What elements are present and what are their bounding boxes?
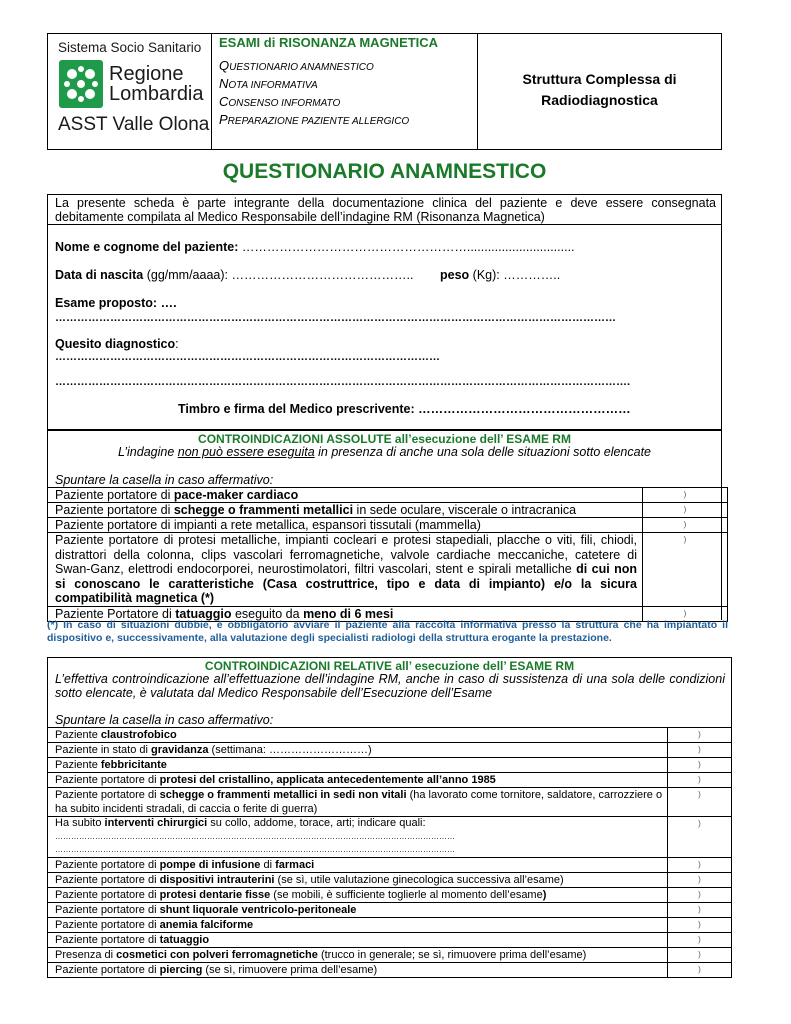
checkbox[interactable]: ): [643, 503, 728, 518]
logo-system-text: Sistema Socio Sanitario: [58, 40, 202, 55]
logo-region-text: Regione Lombardia: [109, 63, 204, 105]
patient-form-box: [47, 194, 722, 430]
table-row: [48, 963, 732, 978]
relative-section: [47, 657, 732, 728]
relative-subtitle: L’effettiva controindicazione all’effettuazione dell’indagine RM, anche in caso di sussistenza di una sola delle condizioni sotto elencate, è valutata dal Medico Responsabile dell’Esecuzione dell’Esame: [55, 672, 725, 700]
row-text: Paziente portatore di protesi metalliche, impianti cocleari e protesi stapediali, placche o viti, fili, chiodi, distrattori della colonna, clips vascolari ferromagnetiche, valvole cardiache meccaniche, catetere di Swan-Ganz, elettrodi endocorporei, neurostimolatori, filtri vascolari, stent e spirali metalliche di cui non si conoscano le caratteristiche (Casa costruttrice, tipo e data di impianto) e/o la sicura compatibilità magnetica (*): [48, 533, 643, 607]
checkbox[interactable]: ): [643, 606, 728, 621]
row-text: Paziente portatore di impianti a rete metallica, espansori tissutali (mammella): [48, 518, 643, 533]
checkbox[interactable]: ): [668, 888, 732, 903]
absolute-heading: CONTROINDICAZIONI ASSOLUTE all’esecuzione dell’ ESAME RM: [198, 432, 571, 446]
relative-table: [47, 727, 732, 978]
table-row: [48, 858, 732, 873]
row-text: Paziente portatore di schegge o frammenti metallici in sedi non vitali (ha lavorato come tornitore, saldatore, carrozziere o ha subito incidenti stradali, di caccia o ferite di guerra): [48, 788, 668, 817]
checkbox[interactable]: ): [668, 758, 732, 773]
structure-cell: [478, 34, 721, 149]
absolute-subtitle: L’indagine non può essere eseguita in presenza di anche una sola delle situazioni sotto elencate: [117, 445, 652, 459]
table-row: [48, 518, 728, 533]
checkbox[interactable]: ): [643, 518, 728, 533]
diagnosis-line[interactable]: ……………………………………………………………………………………………: [55, 351, 440, 363]
checkbox[interactable]: ): [668, 817, 732, 858]
row-text: Paziente portatore di protesi del cristallino, applicata antecedentemente all’anno 1985: [48, 773, 668, 788]
prescriber-signature-field[interactable]: Timbro e firma del Medico prescrivente: ……………………………………………: [178, 402, 631, 416]
checkbox[interactable]: ): [668, 963, 732, 978]
checkbox[interactable]: ): [668, 788, 732, 817]
row-text: Paziente portatore di shunt liquorale ventricolo-peritoneale: [48, 903, 668, 918]
table-row: [48, 773, 732, 788]
row-text: Paziente portatore di protesi dentarie fisse (se mobili, è sufficiente toglierle al momento dell’esame): [48, 888, 668, 903]
checkbox[interactable]: ): [668, 743, 732, 758]
exam-title: ESAMI di RISONANZA MAGNETICA: [219, 35, 439, 50]
table-row: [48, 888, 732, 903]
checkbox[interactable]: ): [668, 918, 732, 933]
diagnosis-line[interactable]: ………………………………………………………………………………………………………………………………………….: [55, 376, 631, 388]
table-row: [48, 933, 732, 948]
exam-cell: [212, 34, 478, 149]
absolute-table: [47, 487, 728, 622]
row-text: Paziente febbricitante: [48, 758, 668, 773]
checkbox[interactable]: ): [668, 933, 732, 948]
checkbox[interactable]: ): [668, 728, 732, 743]
table-row: [48, 817, 732, 858]
exam-field[interactable]: Esame proposto: ….: [55, 296, 177, 310]
row-text: Paziente portatore di dispositivi intrauterini (se sì, utile valutazione ginecologica successiva all’esame): [48, 873, 668, 888]
table-row: [48, 533, 728, 607]
page-title: QUESTIONARIO ANAMNESTICO: [222, 160, 547, 183]
table-row: [48, 488, 728, 503]
row-text: Paziente in stato di gravidanza (settimana: ………………………): [48, 743, 668, 758]
doc-item: QUESTIONARIO ANAMNESTICO: [219, 58, 374, 73]
table-row: [48, 903, 732, 918]
checkbox[interactable]: ): [668, 858, 732, 873]
row-text: Ha subito interventi chirurgici su collo, addome, torace, arti; indicare quali: …………………………………………………………………………………………………………………………………… ……………………………………………………………………………………………………………………………………: [48, 817, 668, 858]
checkbox[interactable]: ): [643, 533, 728, 607]
table-row: [48, 728, 732, 743]
exam-field-line[interactable]: ………………………………………………………………………………………………………………………………………: [55, 312, 616, 324]
doc-list: [219, 58, 409, 130]
relative-heading: CONTROINDICAZIONI RELATIVE all’ esecuzione dell’ ESAME RM: [204, 659, 575, 673]
table-row: [48, 948, 732, 963]
doc-item: CONSENSO INFORMATO: [219, 94, 341, 109]
row-text: Paziente portatore di pompe di infusione di farmaci: [48, 858, 668, 873]
checkbox[interactable]: ): [668, 903, 732, 918]
row-text: Paziente claustrofobico: [48, 728, 668, 743]
structure-name: Struttura Complessa di Radiodiagnostica: [522, 71, 677, 108]
relative-check-hint: Spuntare la casella in caso affermativo:: [55, 713, 274, 727]
header-table: [47, 33, 722, 150]
row-text: Paziente portatore di anemia falciforme: [48, 918, 668, 933]
birthdate-field[interactable]: Data di nascita (gg/mm/aaaa): ……………………………………..: [55, 268, 414, 282]
name-field[interactable]: Nome e cognome del paziente: ………………………………………………...............................: [55, 240, 575, 254]
checkbox[interactable]: ): [643, 488, 728, 503]
weight-field[interactable]: peso (Kg): …………..: [440, 268, 561, 282]
table-row: [48, 503, 728, 518]
row-text: Paziente portatore di schegge o frammenti metallici in sede oculare, viscerale o intracranica: [48, 503, 643, 518]
checkbox[interactable]: ): [668, 773, 732, 788]
row-text: Presenza di cosmetici con polveri ferromagnetiche (trucco in generale; se sì, rimuovere prima dell’esame): [48, 948, 668, 963]
table-row: [48, 788, 732, 817]
table-row: [48, 758, 732, 773]
dubious-cases-note: (*) In caso di situazioni dubbie, è obbligatorio avviare il paziente alla raccolta informativa presso la struttura che ha impiantato il dispositivo e, successivamente, alla valutazione degli specialisti radiologi della struttura erogante la prestazione.: [47, 619, 728, 644]
logo-cell: [48, 34, 212, 149]
table-row: [48, 743, 732, 758]
absolute-check-hint: Spuntare la casella in caso affermativo:: [55, 473, 274, 487]
checkbox[interactable]: ): [668, 948, 732, 963]
checkbox[interactable]: ): [668, 873, 732, 888]
table-row: [48, 873, 732, 888]
diagnosis-field[interactable]: Quesito diagnostico:: [55, 337, 179, 351]
table-row: [48, 918, 732, 933]
logo-asst-text: ASST Valle Olona: [58, 114, 210, 135]
doc-item: NOTA INFORMATIVA: [219, 76, 318, 91]
intro-text: La presente scheda è parte integrante della documentazione clinica del paziente e deve essere consegnata debitamente compilata al Medico Responsabile dell’indagine RM (Risonanza Magnetica): [55, 196, 716, 224]
doc-item: PREPARAZIONE PAZIENTE ALLERGICO: [219, 112, 410, 127]
row-text: Paziente Portatore di tatuaggio eseguito da meno di 6 mesi: [48, 606, 643, 621]
row-text: Paziente portatore di tatuaggio: [48, 933, 668, 948]
lombardia-rose-logo-icon: [59, 60, 103, 108]
row-text: Paziente portatore di pace-maker cardiaco: [48, 488, 643, 503]
row-text: Paziente portatore di piercing (se sì, rimuovere prima dell’esame): [48, 963, 668, 978]
